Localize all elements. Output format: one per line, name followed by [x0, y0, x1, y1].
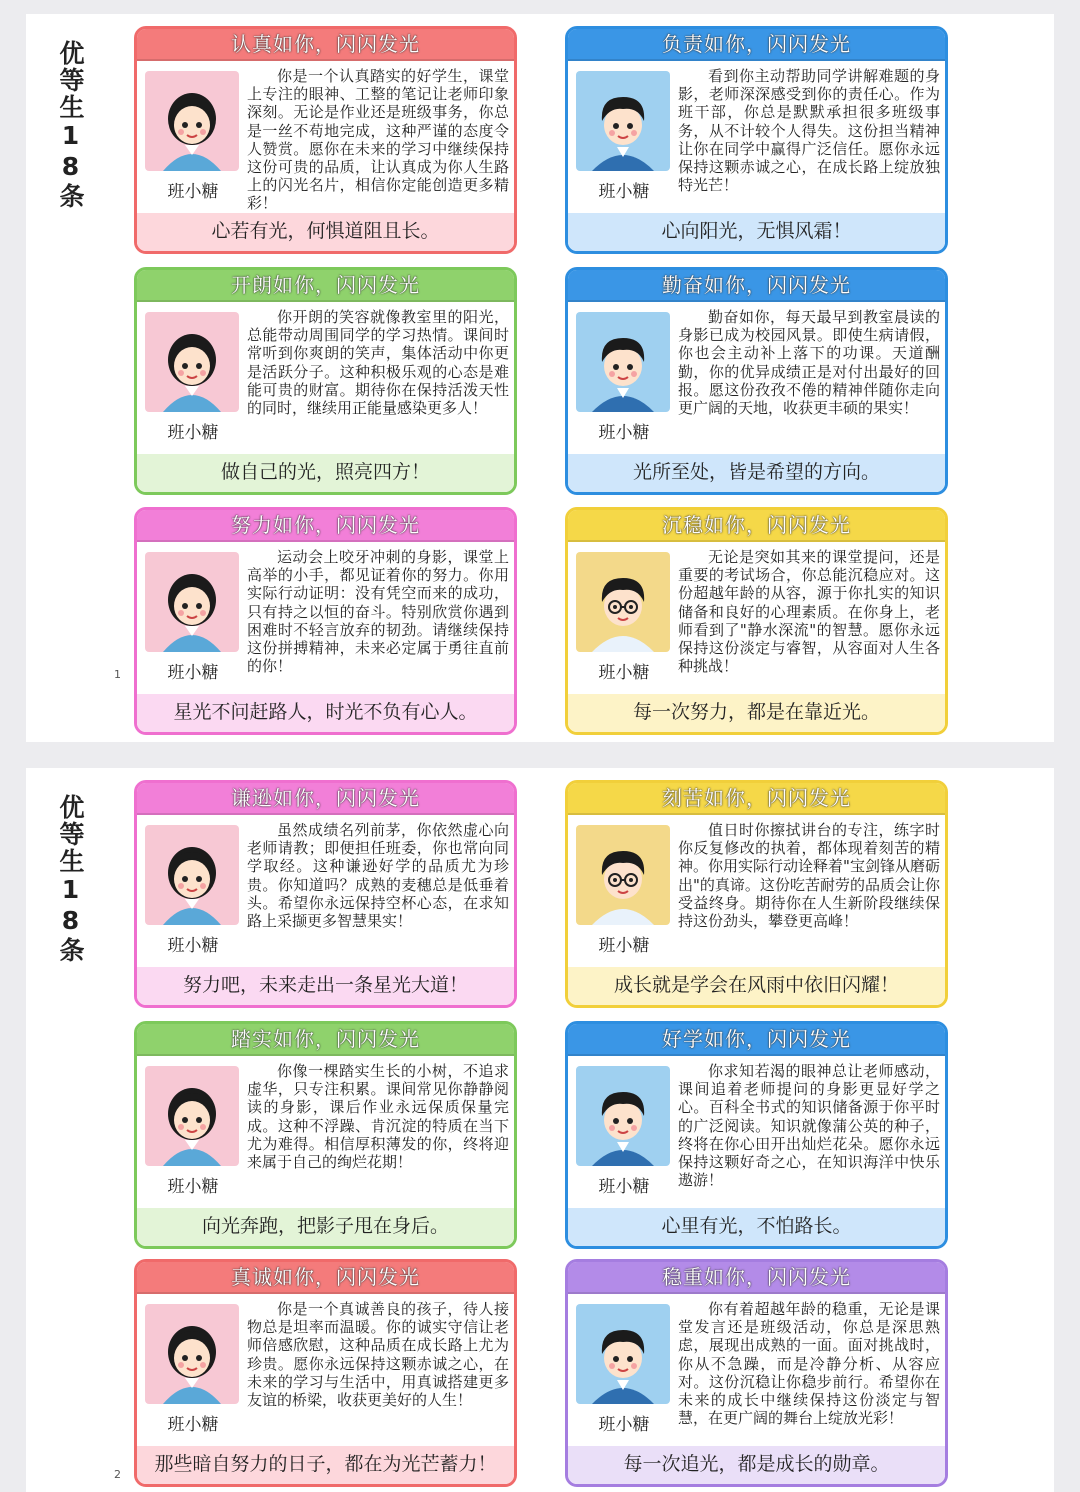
- certificate-card: [134, 780, 517, 1008]
- signature: 班小糖: [167, 423, 219, 443]
- card-body-text: 你是一个认真踏实的好学生，课堂上专注的眼神、工整的笔记让老师印象深刻。无论是作业还是班级事务，你总是一丝不苟地完成，这种严谨的态度令人赞赏。愿你在未来的学习中继续保持这份可贵的品质，让认真成为你人生路上的闪光名片，相信你定能创造更多精彩！: [247, 67, 509, 213]
- card-title: 好学如你，闪闪发光: [568, 1024, 945, 1056]
- page-number: 2: [114, 1468, 121, 1481]
- page-number: 1: [114, 668, 121, 681]
- card-motto: 光所至处，皆是希望的方向。: [568, 454, 945, 492]
- certificate-card: [565, 267, 948, 495]
- card-motto: 心若有光，何惧道阻且长。: [137, 213, 514, 251]
- card-body-text: 你是一个真诚善良的孩子，待人接物总是坦率而温暖。你的诚实守信让老师倍感欣慰，这种品质在成长路上尤为珍贵。愿你永远保持这颗赤诚之心，在未来的学习与生活中，用真诚搭建更多友谊的桥梁，收获更美好的人生！: [247, 1300, 509, 1410]
- girl-avatar: [145, 1066, 239, 1166]
- girl-avatar: [145, 71, 239, 171]
- page-1: [26, 14, 1054, 742]
- signature: 班小糖: [598, 1415, 650, 1435]
- card-title: 开朗如你，闪闪发光: [137, 270, 514, 302]
- certificate-card: [134, 26, 517, 254]
- boy-avatar: [576, 71, 670, 171]
- certificate-card: [134, 507, 517, 735]
- card-motto: 每一次努力，都是在靠近光。: [568, 694, 945, 732]
- card-motto: 心里有光，不怕路长。: [568, 1208, 945, 1246]
- certificate-card: [565, 780, 948, 1008]
- certificate-card: [134, 267, 517, 495]
- card-title: 踏实如你，闪闪发光: [137, 1024, 514, 1056]
- card-motto: 星光不问赶路人，时光不负有心人。: [137, 694, 514, 732]
- card-motto: 向光奔跑，把影子甩在身后。: [137, 1208, 514, 1246]
- card-title: 负责如你，闪闪发光: [568, 29, 945, 61]
- signature: 班小糖: [598, 182, 650, 202]
- certificate-card: [565, 1021, 948, 1249]
- card-body-text: 你求知若渴的眼神总让老师感动，课间追着老师提问的身影更显好学之心。百科全书式的知识储备源于你平时的广泛阅读。知识就像蒲公英的种子，终将在你心田开出灿烂花朵。愿你永远保持这颗好奇之心，在知识海洋中快乐遨游！: [678, 1062, 940, 1190]
- card-motto: 每一次追光，都是成长的勋章。: [568, 1446, 945, 1484]
- card-title: 谦逊如你，闪闪发光: [137, 783, 514, 815]
- boy-glasses-avatar: [576, 552, 670, 652]
- boy-avatar: [576, 1066, 670, 1166]
- girl-avatar: [145, 1304, 239, 1404]
- card-title: 努力如你，闪闪发光: [137, 510, 514, 542]
- boy-avatar: [576, 1304, 670, 1404]
- signature: 班小糖: [167, 663, 219, 683]
- card-body-text: 勤奋如你，每天最早到教室晨读的身影已成为校园风景。即使生病请假，你也会主动补上落下的功课。天道酬勤，你的优异成绩正是对付出最好的回报。愿这份孜孜不倦的精神伴随你走向更广阔的天地，收获更丰硕的果实！: [678, 308, 940, 418]
- signature: 班小糖: [167, 1177, 219, 1197]
- girl-avatar: [145, 312, 239, 412]
- card-body-text: 值日时你擦拭讲台的专注，练字时你反复修改的执着，都体现着刻苦的精神。你用实际行动诠释着"宝剑锋从磨砺出"的真谛。这份吃苦耐劳的品质会让你受益终身。期待你在人生新阶段继续保持这份劲头，攀登更高峰！: [678, 821, 940, 931]
- signature: 班小糖: [167, 1415, 219, 1435]
- signature: 班小糖: [167, 182, 219, 202]
- boy-glasses-avatar: [576, 825, 670, 925]
- card-title: 认真如你，闪闪发光: [137, 29, 514, 61]
- card-body-text: 你有着超越年龄的稳重，无论是课堂发言还是班级活动，你总是深思熟虑，展现出成熟的一面。面对挑战时，你从不急躁，而是冷静分析、从容应对。这份沉稳让你稳步前行。希望你在未来的成长中继续保持这份淡定与智慧，在更广阔的舞台上绽放光彩！: [678, 1300, 940, 1428]
- certificate-card: [565, 26, 948, 254]
- card-title: 真诚如你，闪闪发光: [137, 1262, 514, 1294]
- card-body-text: 你开朗的笑容就像教室里的阳光，总能带动周围同学的学习热情。课间时常听到你爽朗的笑声，集体活动中你更是活跃分子。这种积极乐观的心态是难能可贵的财富。期待你在保持活泼天性的同时，继续用正能量感染更多人！: [247, 308, 509, 418]
- card-title: 沉稳如你，闪闪发光: [568, 510, 945, 542]
- card-motto: 成长就是学会在风雨中依旧闪耀！: [568, 967, 945, 1005]
- side-title: 优等生18条: [56, 794, 85, 964]
- card-motto: 努力吧，未来走出一条星光大道！: [137, 967, 514, 1005]
- card-body-text: 看到你主动帮助同学讲解难题的身影，老师深深感受到你的责任心。作为班干部，你总是默默承担很多班级事务，从不计较个人得失。这份担当精神让你在同学中赢得广泛信任。愿你永远保持这颗赤诚之心，在成长路上绽放独特光芒！: [678, 67, 940, 195]
- card-body-text: 运动会上咬牙冲刺的身影，课堂上高举的小手，都见证着你的努力。你用实际行动证明：没有凭空而来的成功，只有持之以恒的奋斗。特别欣赏你遇到困难时不轻言放弃的韧劲。请继续保持这份拼搏精神，未来必定属于勇往直前的你！: [247, 548, 509, 676]
- signature: 班小糖: [598, 663, 650, 683]
- signature: 班小糖: [598, 423, 650, 443]
- card-motto: 做自己的光，照亮四方！: [137, 454, 514, 492]
- side-title: 优等生18条: [56, 40, 85, 210]
- girl-avatar: [145, 825, 239, 925]
- certificate-card: [134, 1021, 517, 1249]
- card-title: 勤奋如你，闪闪发光: [568, 270, 945, 302]
- certificate-card: [134, 1259, 517, 1487]
- girl-avatar: [145, 552, 239, 652]
- card-motto: 心向阳光，无惧风霜！: [568, 213, 945, 251]
- card-body-text: 虽然成绩名列前茅，你依然虚心向老师请教；即便担任班委，你也常向同学取经。这种谦逊好学的品质尤为珍贵。你知道吗？成熟的麦穗总是低垂着头。希望你永远保持空杯心态，在求知路上采撷更多智慧果实！: [247, 821, 509, 931]
- signature: 班小糖: [598, 936, 650, 956]
- page-2: [26, 768, 1054, 1492]
- signature: 班小糖: [598, 1177, 650, 1197]
- boy-avatar: [576, 312, 670, 412]
- card-title: 刻苦如你，闪闪发光: [568, 783, 945, 815]
- certificate-card: [565, 1259, 948, 1487]
- card-title: 稳重如你，闪闪发光: [568, 1262, 945, 1294]
- certificate-card: [565, 507, 948, 735]
- card-body-text: 无论是突如其来的课堂提问，还是重要的考试场合，你总能沉稳应对。这份超越年龄的从容，源于你扎实的知识储备和良好的心理素质。在你身上，老师看到了"静水深流"的智慧。愿你永远保持这份淡定与睿智，从容面对人生各种挑战！: [678, 548, 940, 676]
- signature: 班小糖: [167, 936, 219, 956]
- card-motto: 那些暗自努力的日子，都在为光芒蓄力！: [137, 1446, 514, 1484]
- card-body-text: 你像一棵踏实生长的小树，不追求虚华，只专注积累。课间常见你静静阅读的身影，课后作业永远保质保量完成。这种不浮躁、肯沉淀的特质在当下尤为难得。相信厚积薄发的你，终将迎来属于自己的绚烂花期！: [247, 1062, 509, 1172]
